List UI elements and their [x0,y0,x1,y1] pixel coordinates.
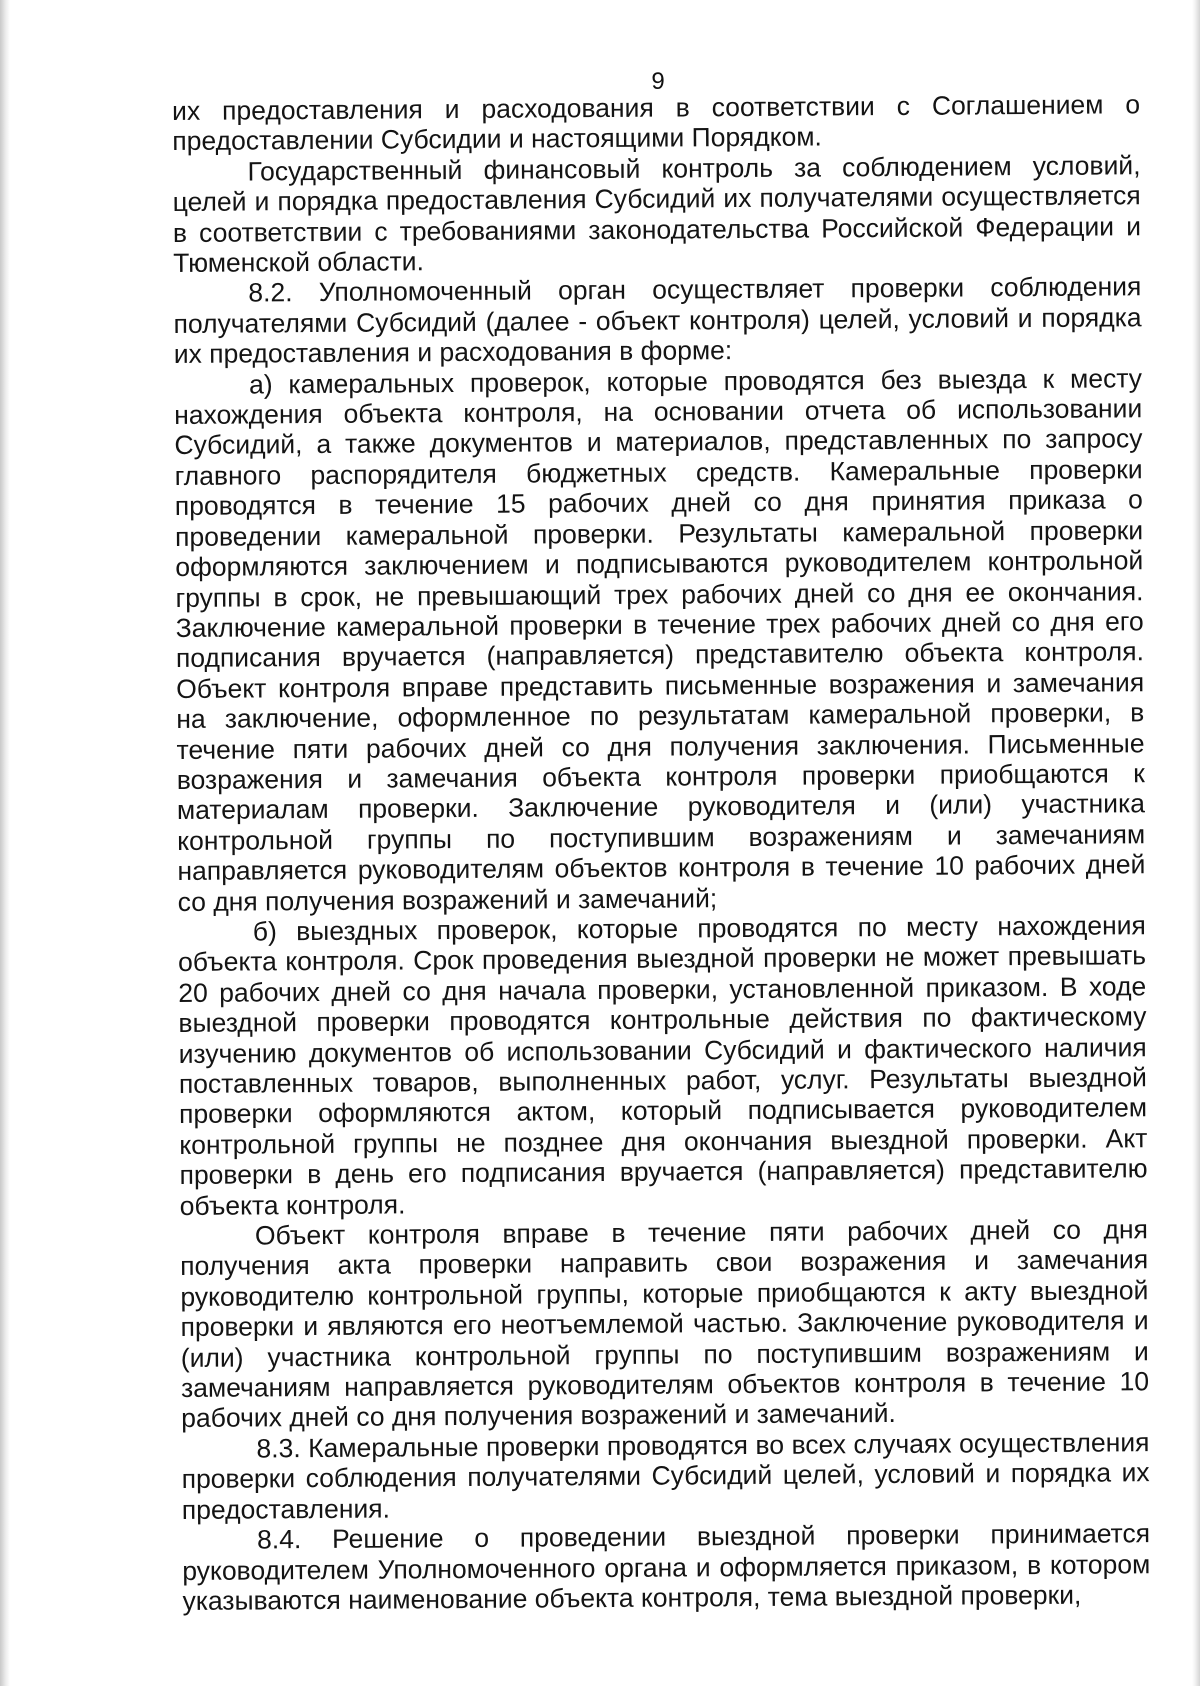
paragraph-8-3: 8.3. Камеральные проверки проводятся во всех случаях осуществления проверки соблюдения получателями Субсидий целей, условий и порядка их предоставления. [181,1427,1150,1525]
paragraph-objections: Объект контроля вправе в течение пяти рабочих дней со дня получения акта проверки направить свои возражения и замечания руководителю контрольной группы, которые приобщаются к акту выездной проверки и являются его неотъемлемой частью. Заключение руководителя и (или) участника контрольной группы по поступившим возражениям и замечаниям направляется руководителям объектов контроля в течение 10 рабочих дней со дня получения возражений и замечаний. [180,1214,1150,1434]
paragraph-continuation: их предоставления и расходования в соответствии с Соглашением о предоставлении Субсидии и настоящими Порядком. [172,89,1141,157]
paragraph-8-2: 8.2. Уполномоченный орган осуществляет проверки соблюдения получателями Субсидий (далее - объект контроля) целей, условий и порядка их предоставления и расходования в форме: [173,271,1142,370]
document-body [172,89,1151,1616]
paragraph-8-2-b: б) выездных проверок, которые проводятся по месту нахождения объекта контроля. Срок проведения выездной проверки не может превышать 20 рабочих дней со дня начала проверки, установленной приказом. В ходе выездной проверки проводятся контрольные действия по фактическому изучению документов об использовании Субсидий и фактического наличия поставленных товаров, выполненных работ, услуг. Результаты выездной проверки оформляются актом, который подписывается руководителем контрольной группы не позднее дня окончания выездной проверки. Акт проверки в день его подписания вручается (направляется) представителю объекта контроля. [177,910,1148,1221]
paragraph-8-4: 8.4. Решение о проведении выездной проверки принимается руководителем Уполномоченного органа и оформляется приказом, в котором указываются наименование объекта контроля, тема выездной проверки, [182,1518,1151,1616]
page-number: 9 [651,68,665,95]
scan-edge-left [0,0,10,1686]
scan-edge-right [1192,0,1200,1686]
paragraph-financial-control: Государственный финансовый контроль за соблюдением условий, целей и порядка предоставления Субсидий их получателями осуществляется в соответствии с требованиями законодательства Российской Федерации и Тюменской области. [172,150,1142,279]
paragraph-8-2-a: а) камеральных проверок, которые проводятся без выезда к месту нахождения объекта контроля, на основании отчета об использовании Субсидий, а также документов и материалов, представленных по запросу главного распорядителя бюджетных средств. Камеральные проверки проводятся в течение 15 рабочих дней со дня принятия приказа о проведении камеральной проверки. Результаты камеральной проверки оформляются заключением и подписываются руководителем контрольной группы в срок, не превышающий трех рабочих дней со дня ее окончания. Заключение камеральной проверки в течение трех рабочих дней со дня его подписания вручается (направляется) представителю объекта контроля. Объект контроля вправе представить письменные возражения и замечания на заключение, оформленное по результатам камеральной проверки, в течение пяти рабочих дней со дня получения заключения. Письменные возражения и замечания объекта контроля проверки приобщаются к материалам проверки. Заключение руководителя и (или) участника контрольной группы по поступившим возражениям и замечаниям направляется руководителям объектов контроля в течение 10 рабочих дней со дня получения возражений и замечаний; [174,362,1146,917]
